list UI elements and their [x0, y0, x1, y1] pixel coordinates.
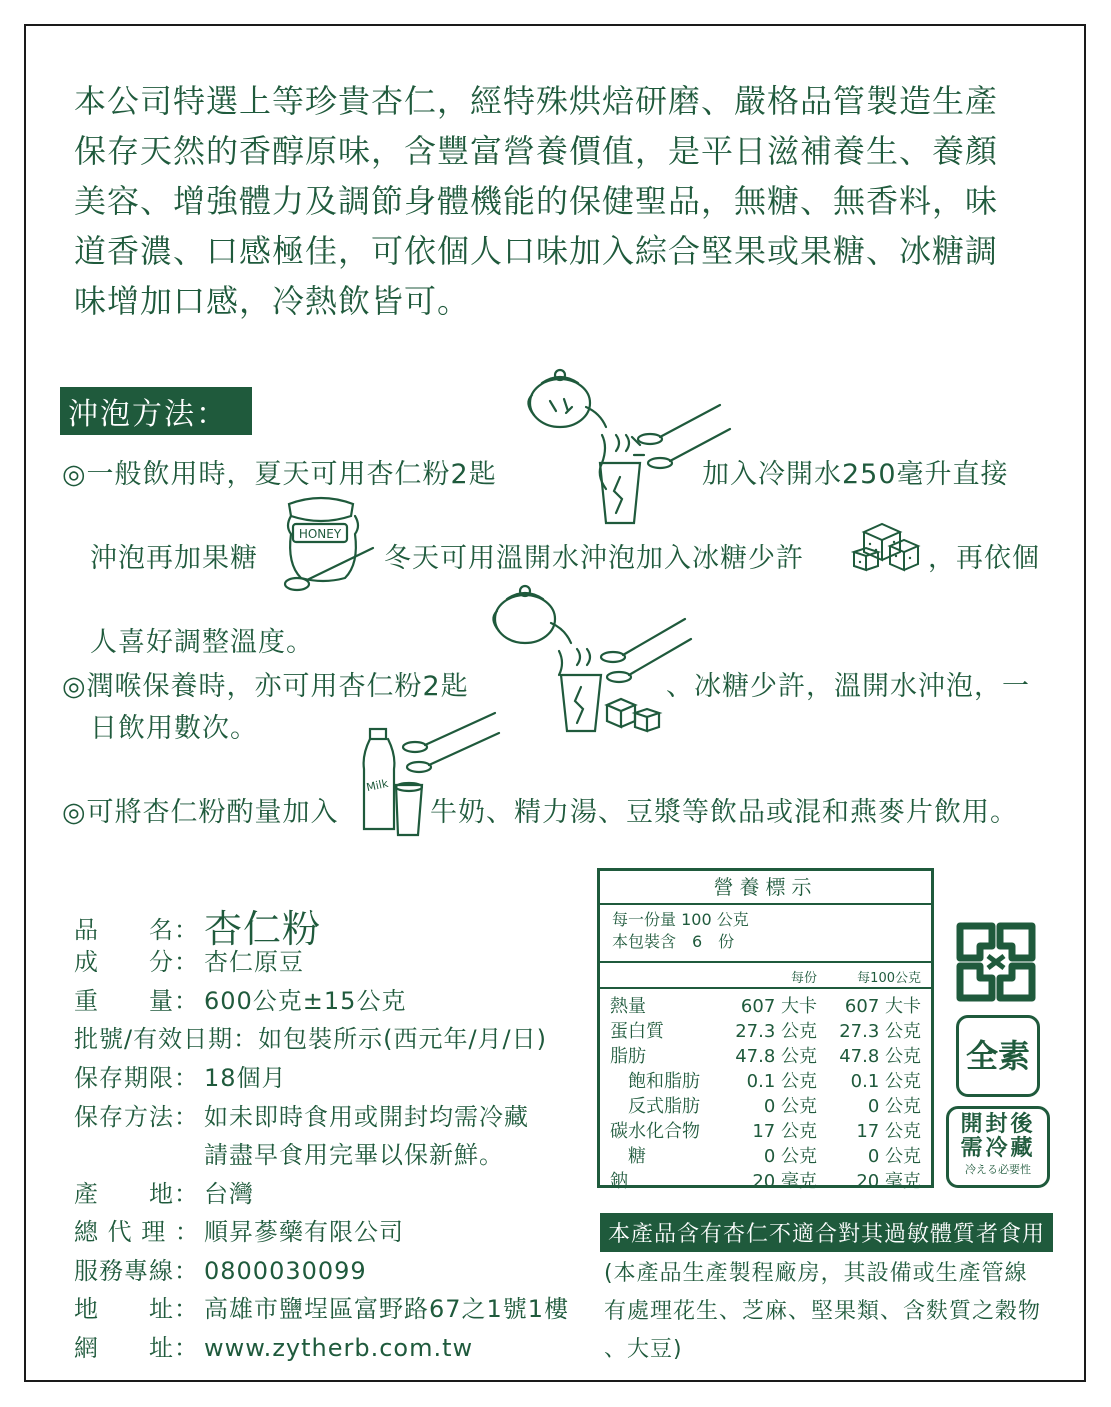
- info-origin-row: [74, 1174, 254, 1209]
- info-shelf-row: [74, 1058, 287, 1093]
- nutrition-servings: 本包裝含 6 份: [612, 932, 735, 951]
- nutrient-per-100g: 17 公克: [856, 1121, 921, 1142]
- method-line-6a: ◎可將杏仁粉酌量加入: [62, 797, 339, 828]
- method-title: 沖泡方法：: [60, 387, 252, 435]
- info-batch-value: 如包裝所示(西元年/月/日): [258, 1025, 547, 1053]
- allergy-note-3: 、大豆): [604, 1337, 683, 1362]
- honey-label: HONEY: [298, 527, 342, 541]
- milk-label: Milk: [365, 776, 390, 795]
- honey-jar-icon: [275, 490, 380, 605]
- method-line-4a: ◎潤喉保養時，亦可用杏仁粉2匙: [62, 671, 469, 702]
- info-weight-row: [74, 981, 406, 1016]
- method-line-1a: ◎一般飲用時，夏天可用杏仁粉2匙: [62, 459, 497, 490]
- teapot-glass-spoons-icon: [520, 355, 735, 530]
- info-service-value: 0800030099: [204, 1257, 367, 1285]
- method-line-6b: 牛奶、精力湯、豆漿等飲品或混和燕麥片飲用。: [430, 797, 1018, 828]
- info-origin-value: 台灣: [204, 1180, 254, 1208]
- nutrition-serving-size: 每一份量 100 公克: [612, 910, 749, 929]
- refrigerate-badge: [946, 1106, 1050, 1188]
- nutrient-per-100g: 607 大卡: [844, 996, 921, 1017]
- allergy-note-1: (本產品生產製程廠房，其設備或生產管線: [604, 1261, 1028, 1286]
- info-ingredient-row: [74, 942, 304, 977]
- nutrient-name: 熱量: [610, 996, 646, 1017]
- intro-line: 保存天然的香醇原味，含豐富營養價值，是平日滋補養生、養顏: [74, 132, 999, 170]
- nutrient-per-serving: 0 公克: [763, 1096, 817, 1117]
- nutrient-name: 反式脂肪: [610, 1096, 700, 1117]
- method-line-5: 日飲用數次。: [90, 713, 258, 744]
- method-line-2c: ，再依個: [928, 543, 1040, 574]
- info-address-label: 地 址：: [74, 1295, 199, 1323]
- nutrition-row: [600, 1141, 931, 1166]
- nutrient-per-serving: 0.1 公克: [746, 1071, 817, 1092]
- info-address-row: [74, 1289, 569, 1324]
- info-web-value: www.zytherb.com.tw: [204, 1334, 474, 1362]
- info-storage-value-2: 請盡早食用完畢以保新鮮。: [204, 1141, 504, 1169]
- recycle-icon: [952, 918, 1040, 1006]
- refrigerate-subtext: 冷える必要性: [965, 1163, 1031, 1176]
- vegan-badge-text: 全素: [965, 1037, 1030, 1075]
- allergy-note-2: 有處理花生、芝麻、堅果類、含麩質之穀物: [604, 1299, 1042, 1324]
- info-weight-value: 600公克±15公克: [204, 987, 407, 1015]
- info-shelf-label: 保存期限：: [74, 1064, 199, 1092]
- refrigerate-line-1: 開封後: [960, 1112, 1036, 1137]
- info-name-label: 品 名：: [74, 916, 199, 944]
- nutrient-per-100g: 0 公克: [867, 1146, 921, 1167]
- nutrient-name: 飽和脂肪: [610, 1071, 700, 1092]
- allergy-warning: 本產品含有杏仁不適合對其過敏體質者食用: [600, 1213, 1053, 1252]
- nutrient-name: 脂肪: [610, 1046, 646, 1067]
- nutrient-per-serving: 47.8 公克: [735, 1046, 817, 1067]
- intro-paragraph: [74, 76, 1054, 326]
- info-agent-row: [74, 1212, 404, 1247]
- nutrition-table: [597, 868, 934, 1192]
- nutrient-per-serving: 20 毫克: [752, 1171, 817, 1192]
- info-batch-row: [74, 1019, 547, 1054]
- nutrition-columns: [600, 963, 931, 989]
- nutrition-row: [600, 1041, 931, 1066]
- nutrient-name: 碳水化合物: [610, 1121, 700, 1142]
- teapot-glass-sugar-icon: [485, 575, 700, 745]
- info-ingredient-value: 杏仁原豆: [204, 948, 304, 976]
- nutrient-name: 蛋白質: [610, 1021, 664, 1042]
- milk-bottle-icon: [360, 725, 428, 843]
- nutrient-per-100g: 20 毫克: [856, 1171, 921, 1192]
- nutrition-row: [600, 991, 931, 1016]
- method-line-2b: 冬天可用溫開水沖泡加入冰糖少許: [384, 543, 804, 574]
- info-agent-value: 順昇蔘藥有限公司: [204, 1218, 404, 1246]
- method-line-4b: 、冰糖少許，溫開水沖泡，一: [666, 671, 1030, 702]
- nutrient-per-serving: 0 公克: [763, 1146, 817, 1167]
- info-service-label: 服務專線：: [74, 1257, 199, 1285]
- nutrient-name: 糖: [610, 1146, 646, 1167]
- nutrition-col-per-100g: 每100公克: [857, 971, 921, 986]
- info-address-value: 高雄市鹽埕區富野路67之1號1樓: [204, 1295, 570, 1323]
- nutrient-per-serving: 27.3 公克: [735, 1021, 817, 1042]
- info-service-row: [74, 1251, 367, 1286]
- sugar-cubes-icon: [850, 518, 922, 576]
- nutrition-row: [600, 1066, 931, 1091]
- method-line-3: 人喜好調整溫度。: [90, 627, 314, 658]
- nutrition-row: [600, 1116, 931, 1141]
- info-web-label: 網 址：: [74, 1334, 199, 1362]
- info-batch-label: 批號/有效日期：: [74, 1025, 259, 1053]
- info-storage-label: 保存方法：: [74, 1103, 199, 1131]
- nutrition-row: [600, 1016, 931, 1041]
- nutrition-row: [600, 1166, 931, 1191]
- info-origin-label: 產 地：: [74, 1180, 199, 1208]
- nutrition-rows: [600, 989, 931, 1191]
- nutrient-per-100g: 47.8 公克: [839, 1046, 921, 1067]
- nutrient-per-100g: 0.1 公克: [850, 1071, 921, 1092]
- vegan-badge: [956, 1015, 1040, 1097]
- nutrition-col-per-serving: 每份: [790, 971, 817, 986]
- method-line-2a: 沖泡再加果糖: [90, 543, 258, 574]
- refrigerate-line-2: 需冷藏: [960, 1136, 1036, 1161]
- nutrient-name: 鈉: [610, 1171, 628, 1192]
- intro-line: 味增加口感，冷熱飲皆可。: [74, 282, 471, 320]
- info-ingredient-label: 成 分：: [74, 948, 199, 976]
- info-storage-row: [74, 1097, 529, 1132]
- nutrition-row: [600, 1091, 931, 1116]
- intro-line: 本公司特選上等珍貴杏仁，經特殊烘焙研磨、嚴格品管製造生產: [74, 82, 999, 120]
- info-weight-label: 重 量：: [74, 987, 199, 1015]
- nutrient-per-100g: 27.3 公克: [839, 1021, 921, 1042]
- info-name-value: 杏仁粉: [204, 907, 322, 951]
- nutrition-title: 營養標示: [600, 871, 931, 905]
- nutrient-per-serving: 607 大卡: [740, 996, 817, 1017]
- intro-line: 道香濃、口感極佳，可依個人口味加入綜合堅果或果糖、冰糖調: [74, 232, 999, 270]
- nutrition-serving: [600, 905, 931, 963]
- info-web-row: [74, 1328, 473, 1363]
- nutrient-per-serving: 17 公克: [752, 1121, 817, 1142]
- intro-line: 美容、增強體力及調節身體機能的保健聖品，無糖、無香料，味: [74, 182, 999, 220]
- info-storage-value-1: 如未即時食用或開封均需冷藏: [204, 1103, 529, 1131]
- nutrient-per-100g: 0 公克: [867, 1096, 921, 1117]
- info-shelf-value: 18個月: [204, 1064, 287, 1092]
- method-line-1b: 加入冷開水250毫升直接: [702, 459, 1009, 490]
- info-agent-label: 總 代 理 ：: [74, 1218, 200, 1246]
